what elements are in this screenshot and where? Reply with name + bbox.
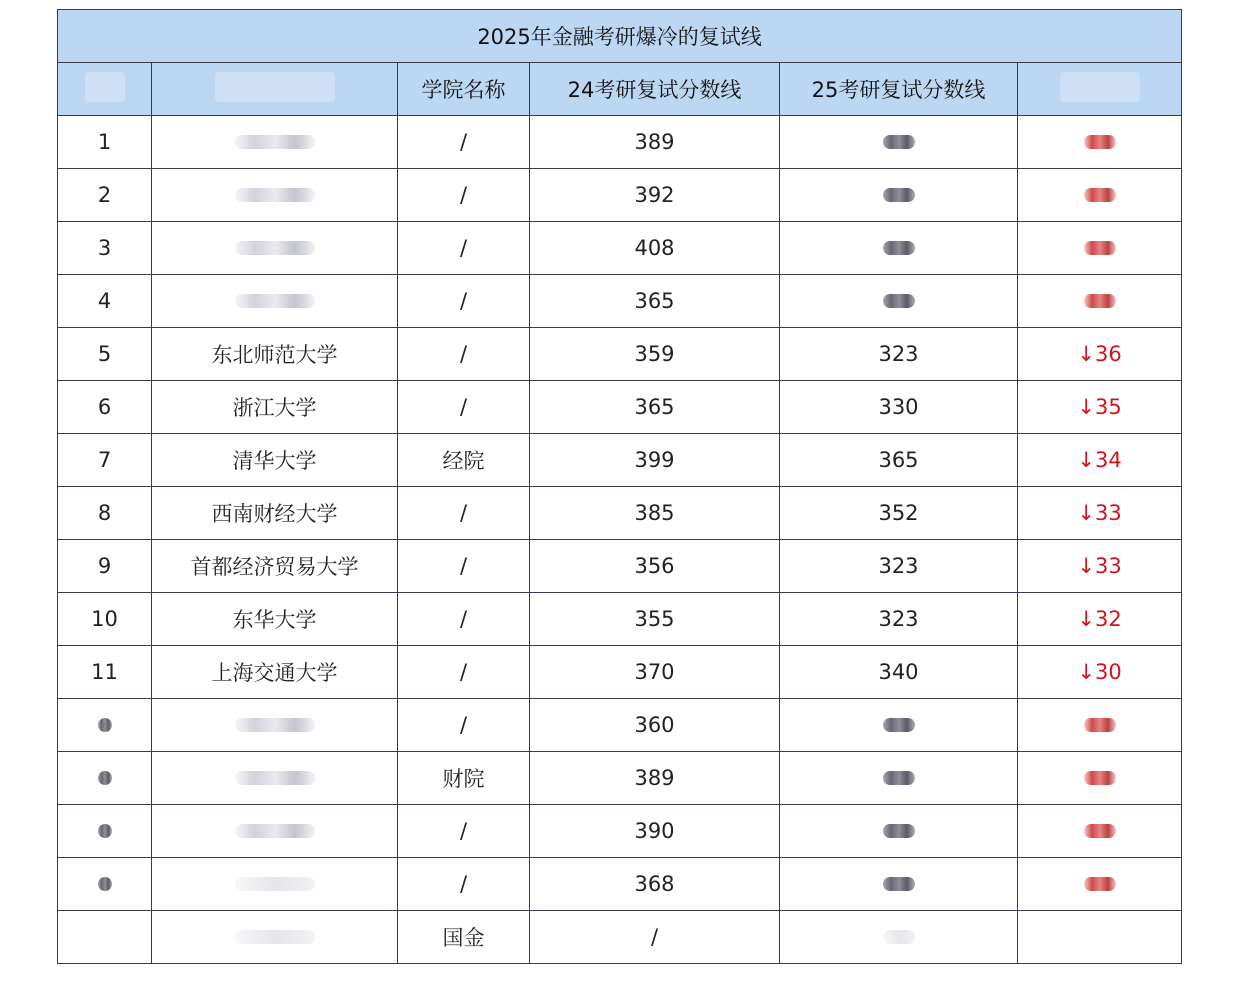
blurred-drop xyxy=(1084,771,1116,785)
drop-cell: ↓33 xyxy=(1018,487,1182,540)
drop-cell xyxy=(1018,858,1182,911)
drop-cell: ↓36 xyxy=(1018,328,1182,381)
score-25-cell: 365 xyxy=(780,434,1018,487)
drop-cell: ↓30 xyxy=(1018,646,1182,699)
blurred-drop xyxy=(1084,135,1116,149)
school-cell: 上海交通大学 xyxy=(152,646,398,699)
score-24-cell: 365 xyxy=(530,381,780,434)
blurred-school-name xyxy=(235,824,315,838)
score-25-cell xyxy=(780,699,1018,752)
table-row xyxy=(58,487,1182,540)
rank-cell: 10 xyxy=(58,593,152,646)
blurred-drop xyxy=(1084,241,1116,255)
blurred-score-25 xyxy=(883,718,915,732)
score-25-cell xyxy=(780,858,1018,911)
score-25-cell: 352 xyxy=(780,487,1018,540)
college-cell: 国金 xyxy=(398,911,530,964)
rank-cell xyxy=(58,911,152,964)
college-cell: / xyxy=(398,116,530,169)
score-25-cell xyxy=(780,805,1018,858)
header-college-name: 学院名称 xyxy=(398,63,530,116)
blurred-score-25 xyxy=(883,824,915,838)
rank-cell xyxy=(58,699,152,752)
score-24-cell: 392 xyxy=(530,169,780,222)
table-row xyxy=(58,699,1182,752)
score-25-cell: 323 xyxy=(780,540,1018,593)
blurred-rank xyxy=(98,877,112,891)
score-24-cell: 359 xyxy=(530,328,780,381)
blurred-school-name xyxy=(235,718,315,732)
drop-cell xyxy=(1018,169,1182,222)
score-24-cell: 408 xyxy=(530,222,780,275)
drop-cell xyxy=(1018,116,1182,169)
school-cell: 浙江大学 xyxy=(152,381,398,434)
blurred-score-25 xyxy=(883,135,915,149)
table-row xyxy=(58,116,1182,169)
score-24-cell: / xyxy=(530,911,780,964)
rank-cell: 4 xyxy=(58,275,152,328)
school-cell xyxy=(152,911,398,964)
college-cell: / xyxy=(398,646,530,699)
school-cell xyxy=(152,858,398,911)
blurred-rank xyxy=(98,771,112,785)
school-cell xyxy=(152,116,398,169)
table-row xyxy=(58,858,1182,911)
blurred-school-name xyxy=(235,241,315,255)
score-25-cell xyxy=(780,752,1018,805)
score-25-cell: 330 xyxy=(780,381,1018,434)
school-cell xyxy=(152,222,398,275)
school-cell xyxy=(152,169,398,222)
table-row xyxy=(58,752,1182,805)
rank-cell xyxy=(58,858,152,911)
blurred-school-name xyxy=(235,294,315,308)
college-cell: / xyxy=(398,699,530,752)
school-cell xyxy=(152,699,398,752)
blurred-school-name xyxy=(235,930,315,944)
table-row xyxy=(58,540,1182,593)
table-row xyxy=(58,328,1182,381)
drop-cell xyxy=(1018,699,1182,752)
school-cell: 东北师范大学 xyxy=(152,328,398,381)
blurred-score-25 xyxy=(883,930,915,944)
table-row xyxy=(58,169,1182,222)
college-cell: / xyxy=(398,169,530,222)
header-rank-blurred xyxy=(58,63,152,116)
blurred-drop xyxy=(1084,824,1116,838)
table-row xyxy=(58,222,1182,275)
rank-cell: 2 xyxy=(58,169,152,222)
drop-cell xyxy=(1018,805,1182,858)
blurred-score-25 xyxy=(883,877,915,891)
rank-cell xyxy=(58,805,152,858)
drop-cell xyxy=(1018,222,1182,275)
blurred-drop xyxy=(1084,188,1116,202)
score-24-cell: 355 xyxy=(530,593,780,646)
rank-cell: 11 xyxy=(58,646,152,699)
college-cell: 经院 xyxy=(398,434,530,487)
drop-cell: ↓32 xyxy=(1018,593,1182,646)
header-score-25: 25考研复试分数线 xyxy=(780,63,1018,116)
blurred-rank xyxy=(98,718,112,732)
score-25-cell xyxy=(780,116,1018,169)
table-title: 2025年金融考研爆冷的复试线 xyxy=(58,10,1182,63)
table-row xyxy=(58,646,1182,699)
score-24-cell: 356 xyxy=(530,540,780,593)
blurred-drop xyxy=(1084,294,1116,308)
score-24-cell: 389 xyxy=(530,752,780,805)
table-header-row xyxy=(58,63,1182,116)
header-school-blurred xyxy=(152,63,398,116)
blurred-drop xyxy=(1084,877,1116,891)
college-cell: 财院 xyxy=(398,752,530,805)
drop-cell xyxy=(1018,911,1182,964)
table-body xyxy=(58,116,1182,964)
blurred-score-25 xyxy=(883,771,915,785)
score-24-cell: 368 xyxy=(530,858,780,911)
score-25-cell xyxy=(780,222,1018,275)
blurred-drop xyxy=(1084,718,1116,732)
school-cell xyxy=(152,752,398,805)
table-row xyxy=(58,593,1182,646)
college-cell: / xyxy=(398,487,530,540)
score-24-cell: 399 xyxy=(530,434,780,487)
blurred-score-25 xyxy=(883,241,915,255)
college-cell: / xyxy=(398,275,530,328)
score-table xyxy=(57,9,1182,964)
table-row xyxy=(58,275,1182,328)
rank-cell: 5 xyxy=(58,328,152,381)
drop-cell xyxy=(1018,752,1182,805)
score-table-container xyxy=(57,9,1181,964)
drop-cell: ↓33 xyxy=(1018,540,1182,593)
blurred-school-name xyxy=(235,771,315,785)
college-cell: / xyxy=(398,858,530,911)
college-cell: / xyxy=(398,540,530,593)
school-cell: 首都经济贸易大学 xyxy=(152,540,398,593)
school-cell xyxy=(152,805,398,858)
table-title-row xyxy=(58,10,1182,63)
blurred-school-name xyxy=(235,188,315,202)
college-cell: / xyxy=(398,222,530,275)
header-score-24: 24考研复试分数线 xyxy=(530,63,780,116)
score-24-cell: 360 xyxy=(530,699,780,752)
blurred-school-name xyxy=(235,877,315,891)
school-cell: 西南财经大学 xyxy=(152,487,398,540)
school-cell: 东华大学 xyxy=(152,593,398,646)
drop-cell: ↓34 xyxy=(1018,434,1182,487)
score-25-cell: 340 xyxy=(780,646,1018,699)
rank-cell: 3 xyxy=(58,222,152,275)
college-cell: / xyxy=(398,805,530,858)
rank-cell: 7 xyxy=(58,434,152,487)
drop-cell xyxy=(1018,275,1182,328)
score-24-cell: 390 xyxy=(530,805,780,858)
table-row xyxy=(58,911,1182,964)
rank-cell: 1 xyxy=(58,116,152,169)
school-cell xyxy=(152,275,398,328)
college-cell: / xyxy=(398,593,530,646)
header-drop-blurred xyxy=(1018,63,1182,116)
score-24-cell: 370 xyxy=(530,646,780,699)
drop-cell: ↓35 xyxy=(1018,381,1182,434)
table-row xyxy=(58,434,1182,487)
rank-cell: 6 xyxy=(58,381,152,434)
score-24-cell: 385 xyxy=(530,487,780,540)
blurred-score-25 xyxy=(883,188,915,202)
table-row xyxy=(58,805,1182,858)
college-cell: / xyxy=(398,381,530,434)
blurred-school-name xyxy=(235,135,315,149)
score-25-cell: 323 xyxy=(780,593,1018,646)
score-25-cell: 323 xyxy=(780,328,1018,381)
table-row xyxy=(58,381,1182,434)
rank-cell: 9 xyxy=(58,540,152,593)
rank-cell xyxy=(58,752,152,805)
rank-cell: 8 xyxy=(58,487,152,540)
blurred-score-25 xyxy=(883,294,915,308)
score-25-cell xyxy=(780,911,1018,964)
score-25-cell xyxy=(780,275,1018,328)
college-cell: / xyxy=(398,328,530,381)
blurred-rank xyxy=(98,824,112,838)
score-24-cell: 389 xyxy=(530,116,780,169)
score-25-cell xyxy=(780,169,1018,222)
score-24-cell: 365 xyxy=(530,275,780,328)
school-cell: 清华大学 xyxy=(152,434,398,487)
